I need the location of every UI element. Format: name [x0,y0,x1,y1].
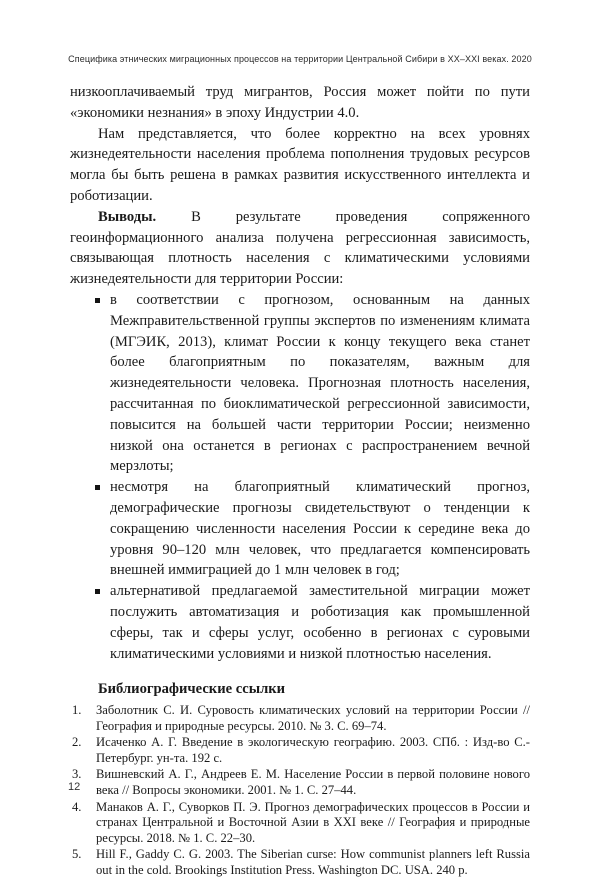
bibliography-section [70,679,530,878]
conclusions-list [70,290,530,664]
reference-item [70,735,530,766]
bibliography-heading: Библиографические ссылки [98,681,286,698]
reference-item [70,767,530,798]
paragraph: Нам представляется, что более корректно на всех уровнях жизнедеятельности населения проблема пополнения трудовых ресурсов могла бы быть решена в рамках развития искусственного интеллекта и роботизации. [70,125,530,204]
reference-text: Исаченко А. Г. Введение в экологическую географию. 2003. СПб. : Изд-во С.-Петербург. ун-та. 192 с. [96,735,530,765]
paragraph-conclusions [70,207,530,290]
reference-number: 4. [72,799,82,814]
reference-number: 5. [72,847,82,862]
bullet-square-icon [95,589,100,594]
bullet-square-icon [95,298,100,303]
reference-text: Hill F., Gaddy C. G. 2003. The Siberian curse: How communist planners left Russia out in the cold. Brookings Institution Press. Washington DC. USA. 240 p. [96,847,530,878]
list-item [70,581,530,664]
list-item [70,290,530,477]
list-item-text: несмотря на благоприятный климатический прогноз, демографические прогнозы свидетельствуют о тенденции к сокращению численности населения России к середине века до уровня 90–120 млн человек, что предлагается компенсировать внешней иммиграцией до 1 млн человек в год; [110,479,530,579]
page-body [70,82,530,880]
reference-text: Вишневский А. Г., Андреев Е. М. Население России в первой половине нового века // Вопросы экономики. 2001. № 1. С. 27–44. [96,767,530,798]
list-item [70,477,530,581]
reference-number: 2. [72,735,82,750]
reference-number: 1. [72,703,82,718]
reference-text: Заболотник С. И. Суровость климатических условий на территории России // География и природные ресурсы. 2010. № 3. С. 69–74. [96,703,530,733]
reference-item [70,703,530,734]
reference-number: 3. [72,767,82,782]
reference-item [70,847,530,878]
reference-list [70,703,530,879]
list-item-text: альтернативой предлагаемой заместительной миграции может послужить автоматизация и роботизация как промышленной сферы, так и сферы услуг, особенно в регионах с суровыми климатическими условиями и низкой плотностью населения. [110,583,530,662]
reference-text: Манаков А. Г., Суворков П. Э. Прогноз демографических процессов в России и странах Центральной и Восточной Азии в XXI веке // География и природные ресурсы. 2018. № 1. С. 22–30. [96,799,530,845]
paragraph-continuation: низкооплачиваемый труд мигрантов, Россия может пойти по пути «экономики незнания» в эпоху Индустрии 4.0. [70,84,530,121]
paragraph-lead-bold: Выводы. [98,208,157,225]
reference-item [70,800,530,847]
running-header: Специфика этнических миграционных процессов на территории Центральной Сибири в XX–XXI веках. 2020 [68,54,532,64]
bullet-square-icon [95,485,100,490]
paragraph-text: В результате проведения сопряженного геоинформационного анализа получена регрессионная зависимость, связывающая плотность населения с климатическими условиями жизнедеятельности для территории России: [70,208,530,288]
page-number: 12 [68,781,81,793]
list-item-text: в соответствии с прогнозом, основанным на данных Межправительственной группы экспертов по изменениям климата (МГЭИК, 2013), климат России к концу текущего века станет более благоприятным по показателям, важным для жизнедеятельности человека. Прогнозная плотность населения, рассчитанная по биоклиматической регрессионной зависимости, повысится на большей части территории России; неизменно низкой она останется в регионах с распространением вечной мерзлоты; [110,291,530,475]
